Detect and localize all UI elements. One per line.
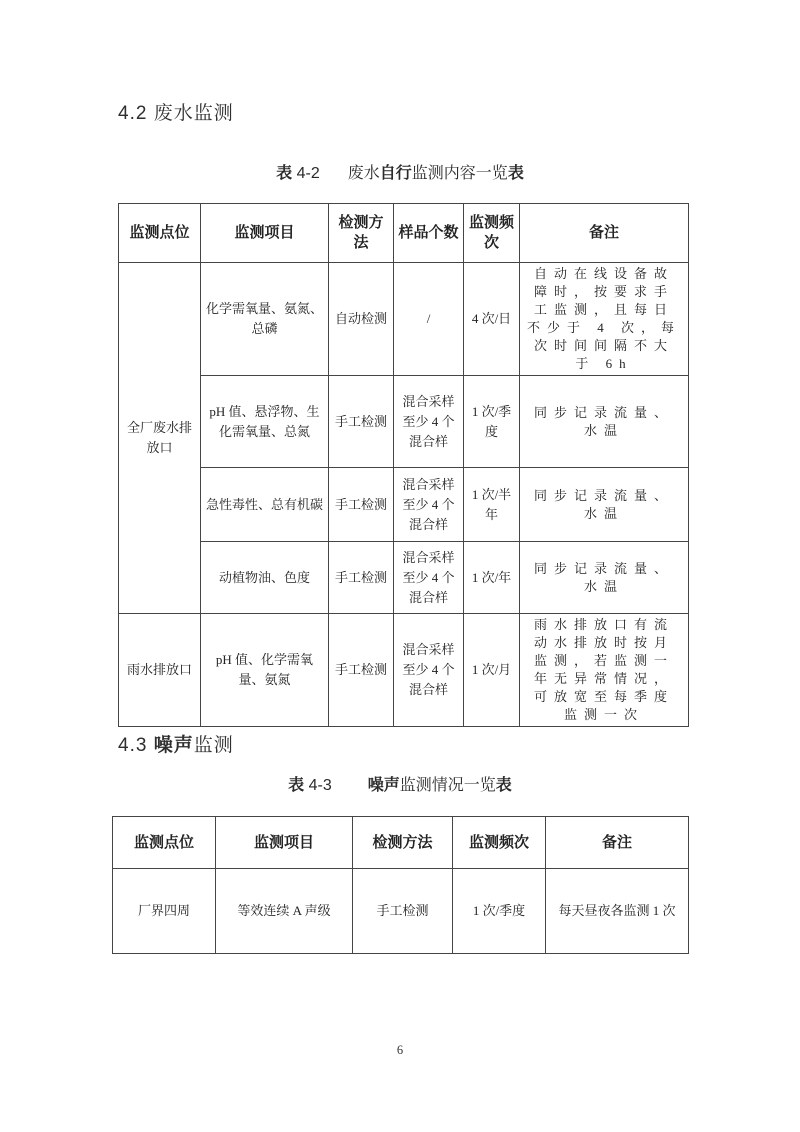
cell-sample-count: 混合采样至少 4 个混合样 [394,376,464,468]
th-monitoring-item: 监测项目 [201,204,329,263]
cell-remarks: 自动在线设备故障时，按要求手工监测，且每日不少于 4 次，每次时间间隔不大于 6h [520,263,689,376]
page-number: 6 [396,1043,404,1057]
cell-monitoring-frequency: 1 次/季度 [464,376,520,468]
th-detection-method: 检测方法 [353,817,453,869]
th-monitoring-item: 监测项目 [216,817,353,869]
cell-remarks: 每天昼夜各监测 1 次 [546,869,689,954]
cell-monitoring-item: 动植物油、色度 [201,542,329,614]
table-4-3-label: 表 4-3 [288,777,332,794]
cell-sample-count: 混合采样至少 4 个混合样 [394,468,464,542]
cell-detection-method: 手工检测 [329,542,394,614]
cell-remarks: 同步记录流量、水温 [520,376,689,468]
noise-monitoring-table [112,816,689,954]
cell-sample-count: 混合采样至少 4 个混合样 [394,614,464,727]
cell-monitoring-item: pH 值、悬浮物、生化需氧量、总氮 [201,376,329,468]
cell-detection-method: 手工检测 [329,376,394,468]
cell-monitoring-point: 全厂废水排放口 [119,263,201,614]
table-header-row [119,204,689,263]
cell-sample-count: / [394,263,464,376]
cell-detection-method: 手工检测 [329,614,394,727]
cell-sample-count: 混合采样至少 4 个混合样 [394,542,464,614]
section-4-2-heading: 4.2 废水监测 [118,103,234,124]
table-row [119,542,689,614]
cell-detection-method: 手工检测 [353,869,453,954]
table-row [119,468,689,542]
table-4-2-title [0,160,800,183]
cell-monitoring-frequency: 1 次/季度 [453,869,546,954]
table-row [113,869,689,954]
cell-monitoring-frequency: 4 次/日 [464,263,520,376]
cell-monitoring-frequency: 1 次/年 [464,542,520,614]
th-monitoring-frequency: 监测频次 [453,817,546,869]
th-monitoring-point: 监测点位 [113,817,216,869]
cell-monitoring-point: 厂界四周 [113,869,216,954]
th-remarks: 备注 [546,817,689,869]
cell-monitoring-item: 化学需氧量、氨氮、总磷 [201,263,329,376]
table-row [119,376,689,468]
th-remarks: 备注 [520,204,689,263]
table-row [119,263,689,376]
cell-remarks: 同步记录流量、水温 [520,468,689,542]
th-monitoring-frequency: 监测频次 [464,204,520,263]
cell-monitoring-point: 雨水排放口 [119,614,201,727]
table-4-2-caption: 废水自行监测内容一览表 [347,165,524,182]
wastewater-monitoring-table [118,203,689,727]
table-4-3-title [0,772,800,795]
cell-monitoring-item: pH 值、化学需氧量、氨氮 [201,614,329,727]
table-header-row [113,817,689,869]
section-4-3-heading: 4.3 噪声监测 [118,735,234,756]
th-sample-count: 样品个数 [394,204,464,263]
th-monitoring-point: 监测点位 [119,204,201,263]
table-4-3-caption: 噪声监测情况一览表 [367,777,512,794]
table-row [119,614,689,727]
table-4-2-label: 表 4-2 [276,165,320,182]
cell-monitoring-frequency: 1 次/月 [464,614,520,727]
cell-detection-method: 手工检测 [329,468,394,542]
cell-remarks: 雨水排放口有流动水排放时按月监测，若监测一年无异常情况，可放宽至每季度监测一次 [520,614,689,727]
cell-monitoring-item: 急性毒性、总有机碳 [201,468,329,542]
cell-detection-method: 自动检测 [329,263,394,376]
cell-monitoring-frequency: 1 次/半年 [464,468,520,542]
cell-monitoring-item: 等效连续 A 声级 [216,869,353,954]
th-detection-method: 检测方法 [329,204,394,263]
cell-remarks: 同步记录流量、水温 [520,542,689,614]
